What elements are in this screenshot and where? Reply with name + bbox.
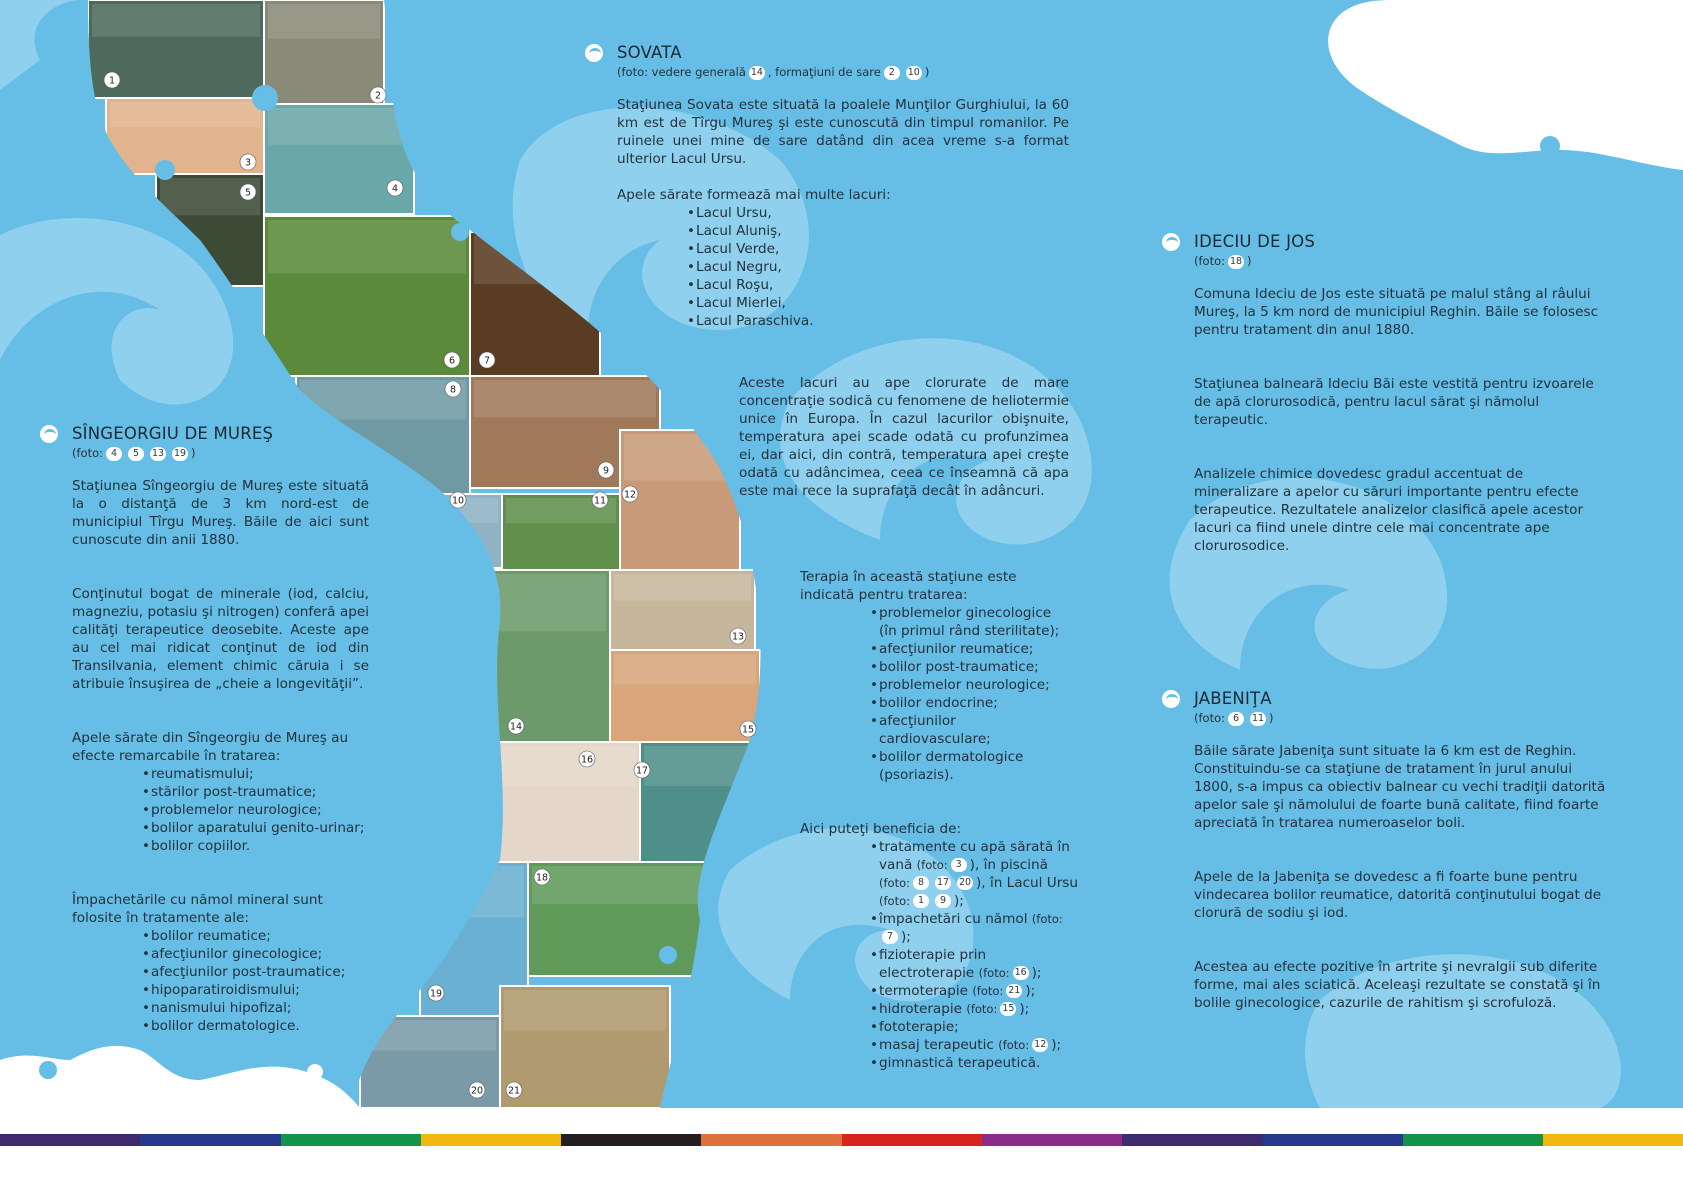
item-text: ), în Lacul Ursu [976, 875, 1078, 891]
item-text: fizioterapie prin electroterapie [879, 947, 987, 981]
paragraph: Comuna Ideciu de Jos este situată pe malul stâng al râului Mureş, la 5 km nord de municipiul Reghin. Băile se folosesc pentru tratament din anul 1880. [1194, 286, 1599, 338]
section-sovata [617, 43, 1069, 330]
foto-label: (foto: [972, 984, 1004, 998]
color-stripe [0, 1134, 141, 1146]
list-item [870, 838, 1080, 910]
foto-label: (foto: vedere generală [617, 65, 746, 79]
list-item: • hipoparatiroidismului; [142, 981, 369, 999]
foto-label: (foto: [72, 446, 103, 460]
paragraph: Băile sărate Jabeniţa sunt situate la 6 km est de Reghin. Constituindu-se ca staţiune de tratament în jurul anului 1800, s-a impus ca obiectiv balnear cu vechi tradiţii datorită apelor sale şi nămolului de foarte bună calitate, fiind foarte apreciată în tratarea numeroaselor boli. [1194, 743, 1606, 831]
section-sovata-therapy [800, 568, 1070, 784]
item-text: ); [1031, 965, 1042, 981]
list-item: • problemelor ginecologice (în primul rând sterilitate); [870, 604, 1070, 640]
white-splash-dot [307, 1064, 323, 1080]
collage-dot [451, 223, 469, 241]
foto-label: (foto: [966, 1002, 998, 1016]
list-item [870, 1036, 1080, 1054]
photo-highlight [474, 380, 656, 417]
paragraph: Staţiunea Sîngeorgiu de Mureş este situată la o distanţă de 3 km nord-est de municipiul Tîrgu Mureş. Băile de aici sunt cunoscute din anii 1880. [72, 478, 369, 548]
photo-highlight [614, 574, 751, 601]
section-ideciu [1194, 232, 1606, 555]
foto-label: ) [1247, 254, 1252, 268]
treatment-list [142, 765, 369, 855]
list-item: • afecţiunilor post-traumatice; [142, 963, 369, 981]
photo-number-badge: 15 [1002, 1003, 1015, 1014]
paragraph: Staţiunea balneară Ideciu Băi este vestită pentru izvoarele de apă clorurosodică, pentru lacul sărat şi nămolul terapeutic. [1194, 376, 1594, 428]
photo-number-label: 7 [483, 355, 491, 367]
photo-number-label: 8 [449, 384, 457, 396]
list-item: • afecţiunilor reumatice; [870, 640, 1070, 658]
photo-number-label: 3 [244, 157, 252, 169]
item-text: tratamente cu apă sărată în vană [879, 839, 1070, 873]
list-item: • bolilor post-traumatice; [870, 658, 1070, 676]
list-item: • bolilor aparatului genito-urinar; [142, 819, 369, 837]
photo-number-label: 17 [635, 765, 649, 777]
photo-number-badge: 10 [907, 66, 920, 78]
list-item: • Lacul Mierlei, [687, 294, 1069, 312]
list-item: • fototerapie; [870, 1018, 1080, 1036]
photo-number-label: 21 [507, 1085, 521, 1097]
color-stripe [1543, 1134, 1683, 1146]
wave-icon [585, 44, 603, 62]
color-stripe [842, 1134, 983, 1146]
photo-number-label: 2 [374, 90, 382, 102]
wave-icon [40, 425, 58, 443]
color-stripe [140, 1134, 281, 1146]
section-title-text: SOVATA [617, 43, 682, 62]
color-stripe [1122, 1134, 1263, 1146]
item-text: ), în piscină [969, 857, 1048, 873]
list-item: • Lacul Paraschiva. [687, 312, 1069, 330]
section-title-text: IDECIU DE JOS [1194, 232, 1316, 251]
list-item: • bolilor reumatice; [142, 927, 369, 945]
photo-number-badge: 19 [173, 447, 187, 459]
item-text: ); [1019, 1001, 1030, 1017]
list-item: • stărilor post-traumatice; [142, 783, 369, 801]
white-splash-dot [1351, 65, 1365, 79]
photo-number-badge: 7 [882, 930, 898, 944]
item-text: hidroterapie [879, 1001, 963, 1017]
list-item: • gimnastică terapeutică. [870, 1054, 1080, 1072]
list-intro: Împachetările cu nămol mineral sunt folosite în tratamente ale: [72, 892, 323, 926]
wave-icon [1162, 690, 1180, 708]
photo-highlight [504, 990, 666, 1031]
photo-number-label: 12 [623, 489, 637, 501]
photo-number-label: 20 [470, 1085, 484, 1097]
photo-number-label: 14 [509, 721, 523, 733]
paragraph: Staţiunea Sovata este situată la poalele Munţilor Gurghiului, la 60 km est de Tîrgu Mureş şi este cunoscută din timpul romanilor. Pe ruinele unei mine de sare datând din acea vreme s-a format ulterior Lacul Ursu. [617, 97, 1069, 167]
photo-highlight [110, 102, 260, 127]
list-item [870, 1000, 1080, 1018]
list-item: • Lacul Ursu, [687, 204, 1069, 222]
list-item: • Lacul Negru, [687, 258, 1069, 276]
list-item: • bolilor dermatologice. [142, 1017, 369, 1035]
photo-highlight [494, 574, 606, 631]
item-text: ); [901, 929, 911, 945]
photo-highlight [502, 746, 636, 786]
photo-number-badge: 9 [935, 894, 951, 908]
photo-number-badge: 1 [913, 894, 929, 908]
photo-number-label: 1 [108, 75, 116, 87]
color-stripe [561, 1134, 702, 1146]
mud-treatment-list [142, 927, 369, 1035]
photo-number-badge: 2 [884, 66, 900, 80]
photo-highlight [268, 4, 380, 39]
foto-label: (foto: [1031, 912, 1063, 926]
photo-number-badge: 17 [936, 877, 950, 888]
section-title [1194, 689, 1606, 709]
photo-number-badge: 12 [1034, 1039, 1047, 1050]
section-title-text: JABENIŢA [1194, 689, 1272, 708]
color-stripe [1403, 1134, 1544, 1146]
section-title [1194, 232, 1606, 252]
list-intro: Apele sărate din Sîngeorgiu de Mureş au efecte remarcabile în tratarea: [72, 730, 349, 764]
lakes-list [687, 204, 1069, 330]
photo-number-label: 4 [391, 183, 399, 195]
color-stripe [281, 1134, 422, 1146]
item-text: masaj terapeutic [879, 1037, 994, 1053]
foto-label: ) [924, 65, 930, 79]
list-item: • Lacul Aluniş, [687, 222, 1069, 240]
list-item: • Lacul Roşu, [687, 276, 1069, 294]
foto-label: ) [191, 446, 196, 460]
list-item: • problemelor neurologice; [870, 676, 1070, 694]
foto-label: , formaţiuni de sare [767, 65, 881, 79]
item-text: ); [954, 893, 964, 909]
paragraph: Acestea au efecte pozitive în artrite şi nevralgii sub diferite forme, mai ales sciatică. Aceleaşi rezultate se constată şi în bolile ginecologice, cazurile de rahitism şi scrofuloză. [1194, 959, 1601, 1011]
section-title [72, 424, 369, 444]
photo-number-label: 16 [580, 754, 594, 766]
photo-number-badge: 11 [1251, 712, 1265, 724]
photo-number-label: 18 [535, 872, 549, 884]
list-item [870, 910, 1080, 946]
item-text: ); [1025, 983, 1036, 999]
photo-number-label: 13 [731, 631, 745, 643]
photo-highlight [92, 4, 260, 37]
photo-number-badge: 4 [106, 447, 122, 461]
list-intro: Apele sărate formează mai multe lacuri: [617, 187, 891, 203]
color-stripe [1262, 1134, 1403, 1146]
photo-highlight [614, 654, 756, 685]
therapy-list [870, 604, 1070, 784]
foto-label: (foto: [879, 876, 910, 890]
list-item: • reumatismului; [142, 765, 369, 783]
photo-number-badge: 21 [1008, 985, 1021, 996]
photo-number-badge: 20 [958, 877, 972, 888]
photo-number-badge: 18 [1229, 255, 1243, 267]
section-title-text: SÎNGEORGIU DE MUREŞ [72, 424, 274, 443]
section-sovata-lakes-text [739, 374, 1069, 500]
photo-reference [1194, 710, 1606, 726]
collage-dot [155, 160, 175, 180]
list-intro: Terapia în această staţiune este indicată pentru tratarea: [800, 569, 1017, 603]
photo-number-badge: 8 [913, 876, 929, 890]
paragraph: Aceste lacuri au ape clorurate de mare concentraţie sodică cu fenomene de heliotermie unice în Europa. În cazul lacurilor obişnuite, temperatura apei scade odată cu profunzimea ei, dar aici, din contră, temperatura apei creşte odată cu adâncimea, ceea ce înseamnă că apa este mai rece la suprafaţă decât în adâncuri. [739, 375, 1069, 499]
foto-label: (foto: [916, 858, 948, 872]
color-stripe [701, 1134, 842, 1146]
list-item: • bolilor dermatologice (psoriazis). [870, 748, 1070, 784]
list-item: • nanismului hipofizal; [142, 999, 369, 1017]
collage-dot [659, 946, 677, 964]
photo-reference [1194, 253, 1606, 269]
photo-highlight [268, 108, 410, 145]
foto-label: (foto: [1194, 711, 1225, 725]
photo-number-badge: 16 [1014, 967, 1027, 978]
color-stripe [421, 1134, 562, 1146]
list-item: • bolilor copiilor. [142, 837, 369, 855]
foto-label: (foto: [978, 966, 1010, 980]
paragraph: Apele de la Jabeniţa se dovedesc a fi foarte bune pentru vindecarea bolilor reumatice, datorită conţinutului bogat de clorură de sodiu şi iod. [1194, 869, 1602, 921]
photo-number-label: 19 [429, 988, 443, 1000]
item-text: împachetări cu nămol [879, 911, 1028, 927]
photo-reference [617, 64, 1069, 80]
photo-number-label: 6 [448, 355, 456, 367]
foto-label: (foto: [879, 894, 910, 908]
foto-label: (foto: [998, 1038, 1030, 1052]
list-item: • afecţiunilor cardiovasculare; [870, 712, 1070, 748]
photo-number-badge: 13 [151, 447, 165, 459]
photo-reference [72, 445, 369, 461]
section-sovata-benefits [800, 820, 1080, 1072]
white-splash-dot [1540, 136, 1560, 156]
item-text: ); [1051, 1037, 1062, 1053]
collage-dot [252, 85, 278, 111]
list-item: • problemelor neurologice; [142, 801, 369, 819]
photo-number-label: 10 [451, 495, 465, 507]
wave-icon [1162, 233, 1180, 251]
photo-number-label: 11 [593, 495, 607, 507]
list-item: • bolilor endocrine; [870, 694, 1070, 712]
section-jabenita [1194, 689, 1606, 1012]
photo-number-badge: 14 [750, 66, 763, 78]
paragraph: Conţinutul bogat de minerale (iod, calciu, magneziu, potasiu şi nitrogen) conferă apei calităţi terapeutice deosebite. Aceste ape au cel mai ridicat conţinut de iod din Transilvania, element chimic căruia i se atribuie însuşirea de „cheie a longevităţii”. [72, 586, 369, 692]
list-item [870, 946, 1080, 982]
list-item: • afecţiunilor ginecologice; [142, 945, 369, 963]
list-item: • Lacul Verde, [687, 240, 1069, 258]
item-text: termoterapie [879, 983, 968, 999]
photo-number-label: 15 [741, 724, 755, 736]
photo-number-badge: 5 [128, 447, 144, 461]
photo-number-badge: 3 [951, 858, 967, 872]
photo-highlight [268, 220, 466, 273]
section-singeorgiu [72, 424, 369, 1035]
section-title [617, 43, 1069, 63]
list-intro: Aici puteţi beneficia de: [800, 821, 962, 837]
color-stripe [982, 1134, 1123, 1146]
photo-highlight [532, 866, 724, 904]
photo-number-label: 9 [602, 465, 610, 477]
list-item [870, 982, 1080, 1000]
benefits-list [870, 838, 1080, 1072]
white-splash-dot [39, 1061, 57, 1079]
foto-label: (foto: [1194, 254, 1225, 268]
paragraph: Analizele chimice dovedesc gradul accentuat de mineralizare a apelor cu săruri importante pentru efecte terapeutice. Rezultatele analizelor clasifică apele acestor lacuri ca fiind unele dintre cele mai concentrate ape clorurosodice. [1194, 466, 1584, 554]
photo-number-label: 5 [244, 187, 252, 199]
foto-label: ) [1269, 711, 1274, 725]
photo-number-badge: 6 [1228, 712, 1244, 726]
